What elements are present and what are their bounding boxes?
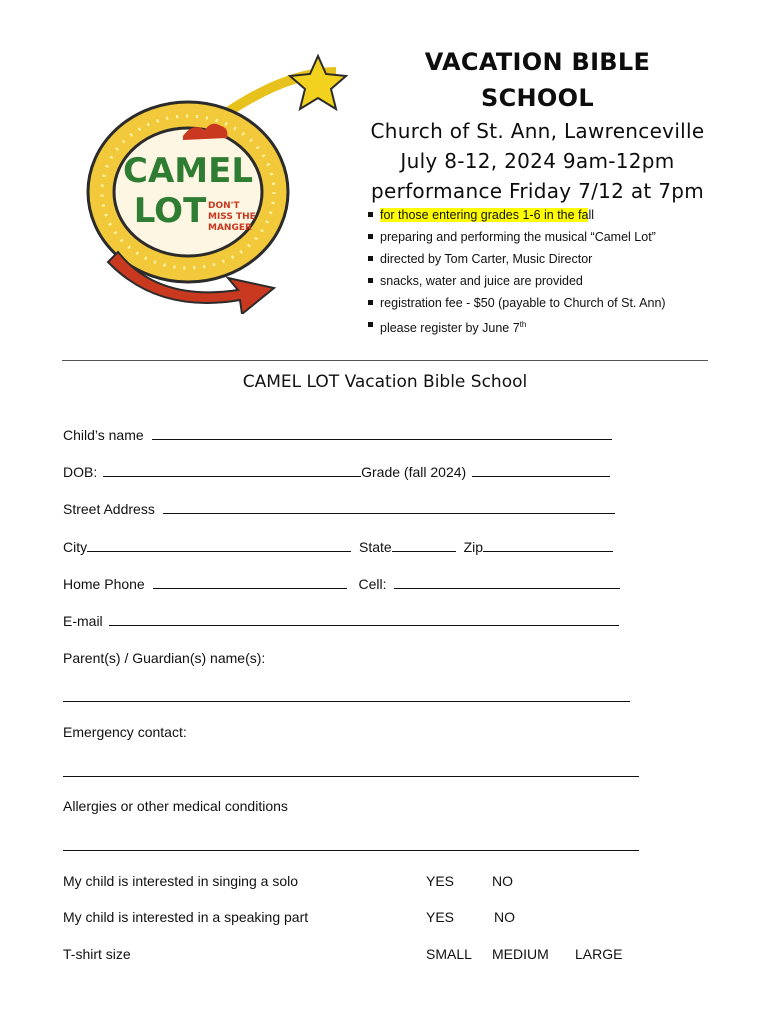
child-name-field[interactable]: [152, 424, 612, 440]
item-text: ll: [588, 208, 595, 222]
state-field[interactable]: [392, 536, 456, 552]
city-row: [63, 536, 613, 556]
city-field[interactable]: [87, 536, 351, 552]
email-row: [63, 610, 619, 630]
speaking-question: My child is interested in a speaking part: [63, 909, 309, 925]
event-details-list: [368, 204, 666, 339]
logo-tagline-3: MANGER: [208, 223, 252, 233]
city-label: City: [63, 539, 88, 555]
logo-word-lot: LOT: [133, 191, 207, 231]
logo-tagline-2: MISS THE: [208, 212, 256, 222]
cell-field[interactable]: [394, 573, 620, 589]
tshirt-large-option[interactable]: LARGE: [575, 946, 623, 962]
highlighted-text: for those entering grades 1-6 in the fa: [380, 208, 589, 222]
allergies-label: Allergies or other medical conditions: [63, 798, 288, 814]
star-icon: [290, 56, 346, 109]
parents-label: Parent(s) / Guardian(s) name(s):: [63, 650, 266, 666]
solo-no-option[interactable]: NO: [492, 873, 513, 889]
dob-label: DOB:: [63, 464, 98, 480]
email-field[interactable]: [109, 610, 619, 626]
event-header: [370, 44, 705, 206]
street-label: Street Address: [63, 501, 155, 517]
dob-row: [63, 461, 610, 481]
superscript: th: [519, 320, 527, 329]
solo-question: My child is interested in singing a solo: [63, 873, 299, 889]
child-name-label: Child’s name: [63, 427, 144, 443]
grade-field[interactable]: [472, 461, 610, 477]
child-name-row: [63, 424, 612, 444]
church-line: Church of St. Ann, Lawrenceville: [370, 119, 705, 143]
parents-field[interactable]: [63, 701, 630, 702]
list-item: directed by Tom Carter, Music Director: [368, 248, 666, 270]
emergency-field[interactable]: [63, 776, 639, 777]
state-label: State: [359, 539, 392, 555]
street-row: [63, 498, 615, 518]
list-item: [368, 204, 666, 226]
camel-lot-logo: [78, 52, 358, 314]
home-phone-field[interactable]: [153, 573, 347, 589]
item-text: please register by June 7: [380, 321, 520, 336]
speaking-yes-option[interactable]: YES: [426, 909, 455, 925]
logo-word-camel: CAMEL: [123, 151, 253, 191]
list-item: snacks, water and juice are provided: [368, 270, 666, 292]
dob-field[interactable]: [103, 461, 361, 477]
parents-row: [63, 648, 265, 668]
dates-line: July 8-12, 2024 9am-12pm: [400, 149, 675, 173]
performance-line: performance Friday 7/12 at 7pm: [370, 179, 705, 203]
emergency-label: Emergency contact:: [63, 724, 187, 740]
tshirt-small-option[interactable]: SMALL: [426, 946, 472, 962]
phone-row: [63, 573, 620, 593]
form-title: CAMEL LOT Vacation Bible School: [242, 372, 528, 392]
tshirt-medium-option[interactable]: MEDIUM: [492, 946, 549, 962]
street-field[interactable]: [163, 498, 615, 514]
allergies-field[interactable]: [63, 850, 639, 851]
event-title: VACATION BIBLE SCHOOL: [424, 48, 651, 112]
zip-field[interactable]: [483, 536, 613, 552]
section-divider: [62, 360, 708, 361]
grade-label: Grade (fall 2024): [361, 464, 467, 480]
tshirt-label: T-shirt size: [63, 946, 131, 962]
logo-tagline-1: DON'T: [208, 201, 240, 211]
allergies-row: [63, 796, 288, 816]
list-item: registration fee - $50 (payable to Church of St. Ann): [368, 292, 666, 314]
email-label: E-mail: [63, 613, 103, 629]
solo-yes-option[interactable]: YES: [426, 873, 455, 889]
speaking-no-option[interactable]: NO: [494, 909, 515, 925]
cell-label: Cell:: [358, 576, 387, 592]
home-phone-label: Home Phone: [63, 576, 145, 592]
emergency-row: [63, 722, 187, 742]
zip-label: Zip: [463, 539, 484, 555]
list-item: [368, 314, 666, 339]
list-item: preparing and performing the musical “Camel Lot”: [368, 226, 666, 248]
